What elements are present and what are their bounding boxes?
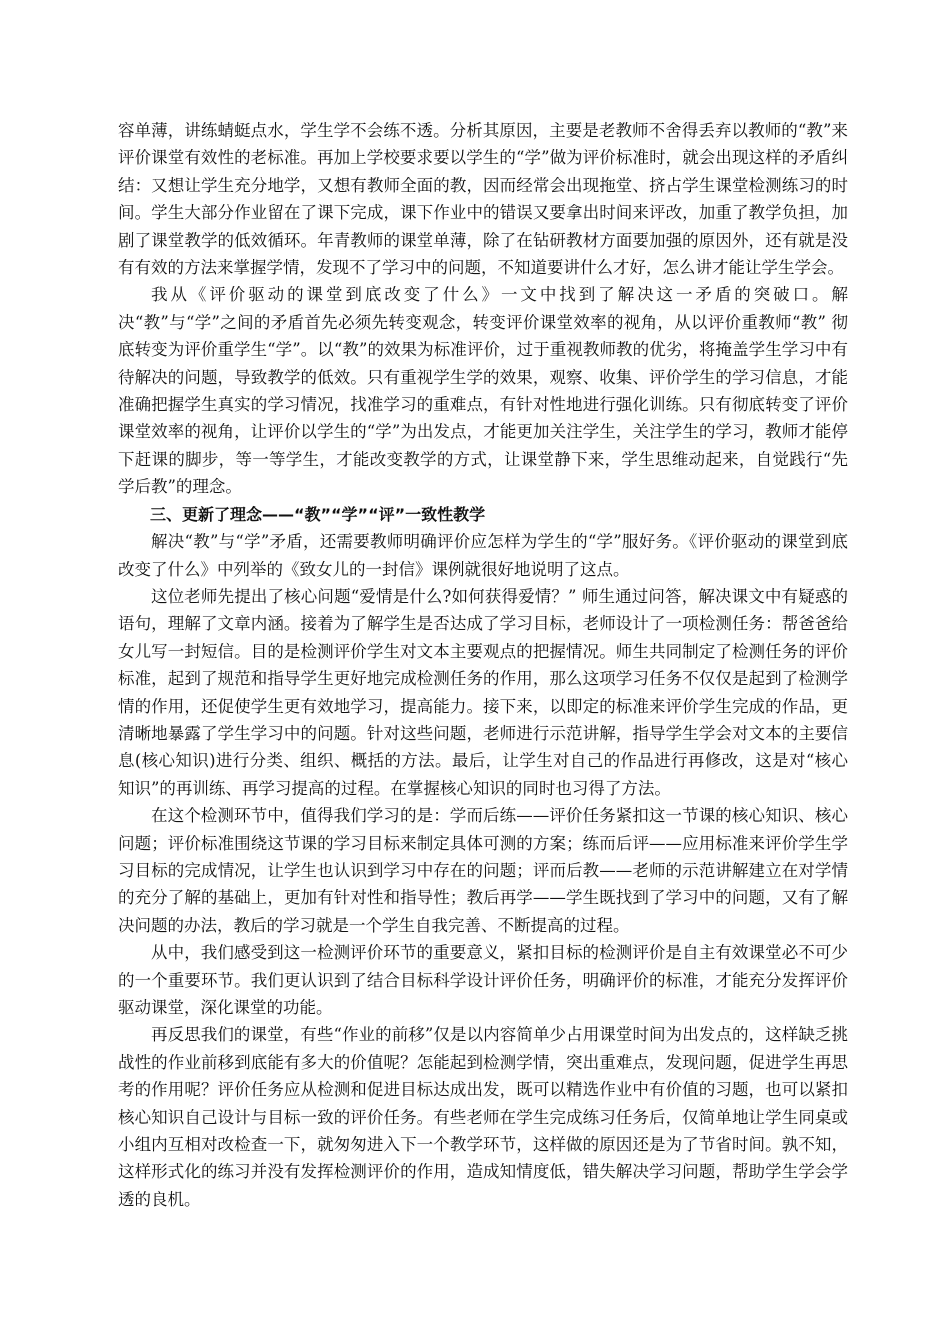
- section-heading: 三、更新了理念——“教”“学”“评”一致性教学: [150, 504, 486, 524]
- paragraph-breakthrough: 我从《评价驱动的课堂到底改变了什么》一文中找到了解决这一矛盾的突破口。解决“教”与“学”之间的矛盾首先必须先转变观念，转变评价课堂效率的视角，从以评价重教师“教” 彻底转变为评价重学生“学”。以“教”的效果为标准评价，过于重视教师教的优劣，将掩盖学生学习中有待解决的问题，导致教学的低效。只有重视学生学的效果，观察、收集、评价学生的学习信息，才能准确把握学生真实的学习情况，找准学习的重难点，有针对性地进行强化训练。只有彻底转变了评价课堂效率的视角，让评价以学生的“学”为出发点，才能更加关注学生，关注学生的学习，教师才能停下赶课的脚步，等一等学生，才能改变教学的方式，让课堂静下来，学生思维动起来，自觉践行“先学后教”的理念。: [118, 285, 848, 497]
- paragraph-continuation: 容单薄，讲练蜻蜓点水，学生学不会练不透。分析其原因，主要是老教师不舍得丢弃以教师的“教”来评价课堂有效性的老标准。再加上学校要求要以学生的“学”做为评价标准时，就会出现这样的矛盾纠结：又想让学生充分地学，又想有教师全面的教，因而经常会出现拖堂、挤占学生课堂检测练习的时间。学生大部分作业留在了课下完成，课下作业中的错误又要拿出时间来评改，加重了教学负担，加剧了课堂教学的低效循环。年青教师的课堂单薄，除了在钻研教材方面要加强的原因外，还有就是没有有效的方法来掌握学情，发现不了学习中的问题，不知道要讲什么才好，怎么讲才能让学生学会。: [118, 121, 848, 278]
- paragraph-detection-stage: 在这个检测环节中，值得我们学习的是：学而后练——评价任务紧扣这一节课的核心知识、核心问题；评价标准围绕这节课的学习目标来制定具体可测的方案；练而后评——应用标准来评价学生学习目标的完成情况，让学生也认识到学习中存在的问题；评而后教——老师的示范讲解建立在对学情的充分了解的基础上，更加有针对性和指导性；教后再学——学生既找到了学习中的问题，又有了解决问题的办法，教后的学习就是一个学生自我完善、不断提高的过程。: [118, 806, 848, 935]
- paragraph-reflection: 再反思我们的课堂，有些“作业的前移”仅是以内容简单少占用课堂时间为出发点的，这样缺乏挑战性的作业前移到底能有多大的价值呢？怎能起到检测学情，突出重难点，发现问题，促进学生再思考的作用呢？评价任务应从检测和促进目标达成出发，既可以精选作业中有价值的习题，也可以紧扣核心知识自己设计与目标一致的评价任务。有些老师在学生完成练习任务后，仅简单地让学生同桌或小组内互相对改检查一下，就匆匆进入下一个教学环节，这样做的原因还是为了节省时间。孰不知，这样形式化的练习并没有发挥检测评价的作用，造成知情度低，错失解决学习问题，帮助学生学会学透的良机。: [118, 1025, 848, 1209]
- paragraph-resolve-contradiction: 解决“教”与“学”矛盾，还需要教师明确评价应怎样为学生的“学”服好务。《评价驱动的课堂到底改变了什么》中列举的《致女儿的一封信》课例就很好地说明了这点。: [118, 532, 848, 579]
- document-page: [118, 117, 848, 1213]
- paragraph-significance: 从中，我们感受到这一检测评价环节的重要意义，紧扣目标的检测评价是自主有效课堂必不可少的一个重要环节。我们更认识到了结合目标科学设计评价任务，明确评价的标准，才能充分发挥评价驱动课堂，深化课堂的功能。: [118, 943, 848, 1017]
- paragraph-lesson-example: 这位老师先提出了核心问题“爱情是什么?如何获得爱情？” 师生通过问答，解决课文中有疑惑的语句，理解了文章内涵。接着为了解学生是否达成了学习目标，老师设计了一项检测任务：帮爸爸给女儿写一封短信。目的是检测评价学生对文本主要观点的把握情况。师生共同制定了检测任务的评价标准，起到了规范和指导学生更好地完成检测任务的作用，那么这项学习任务不仅仅是起到了检测学情的作用，还促使学生更有效地学习，提高能力。接下来，以即定的标准来评价学生完成的作品，更清晰地暴露了学生学习中的问题。针对这些问题，老师进行示范讲解，指导学生学会对文本的主要信息(核心知识)进行分类、组织、概括的方法。最后，让学生对自己的作品进行再修改，这是对“核心知识”的再训练、再学习提高的过程。在掌握核心知识的同时也习得了方法。: [118, 586, 848, 798]
